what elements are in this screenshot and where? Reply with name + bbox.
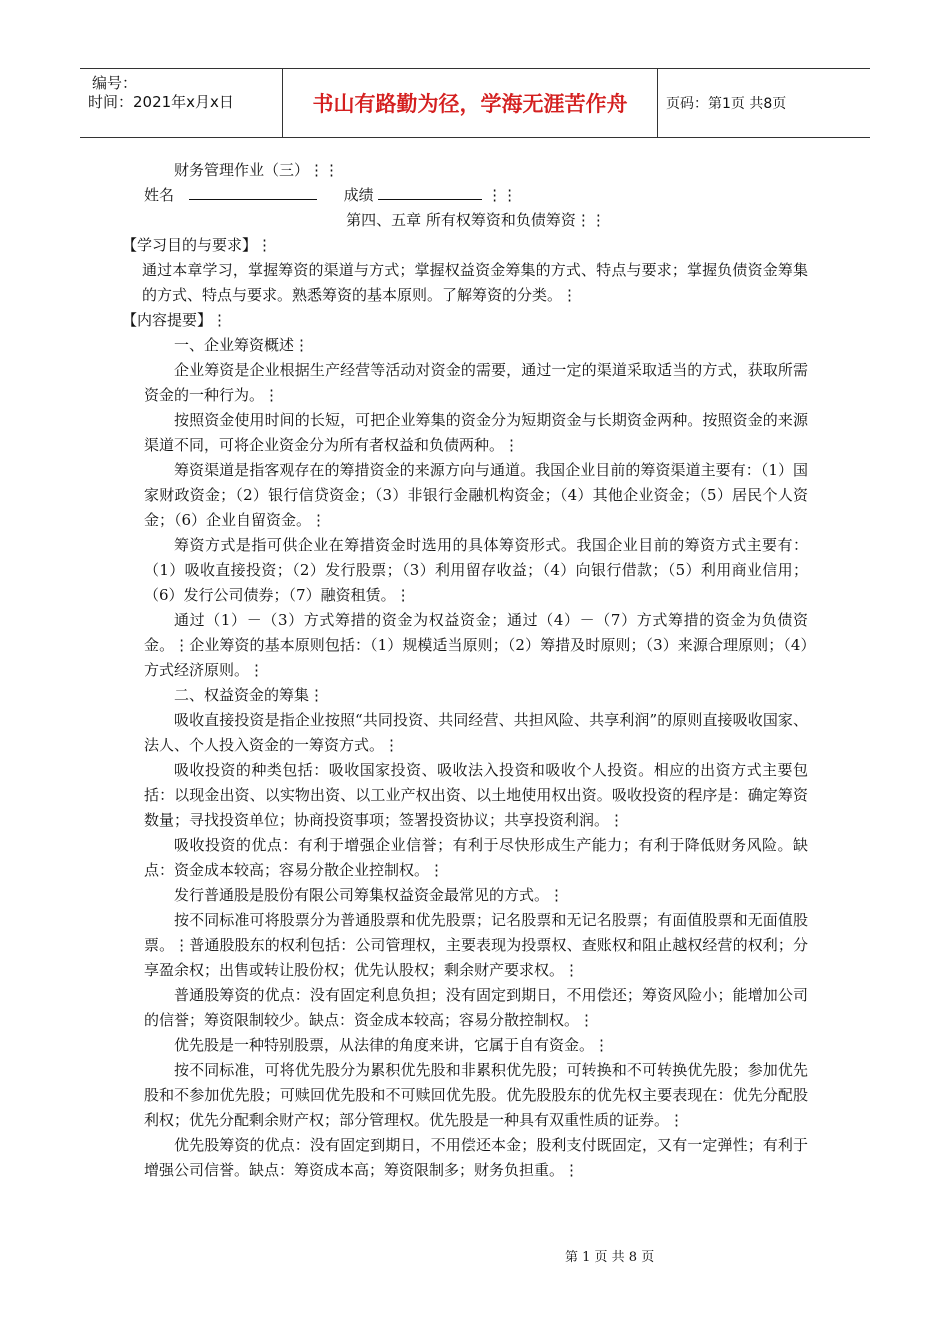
paragraph: 按不同标准，可将优先股分为累积优先股和非累积优先股；可转换和不可转换优先股；参加优先股和不参加优先股；可赎回优先股和不可赎回优先股。优先股股东的优先权主要表现在：优先分配股利权；优先分配剩余财产权；部分管理权。优先股是一种具有双重性质的证券。⋮ — [144, 1061, 808, 1129]
name-label: 姓名 — [144, 186, 175, 204]
paragraph: 吸收投资的种类包括：吸收国家投资、吸收法入投资和吸收个人投资。相应的出资方式主要包括：以现金出资、以实物出资、以工业产权出资、以土地使用权出资。吸收投资的程序是：确定筹资数量；寻找投资单位；协商投资事项；签署投资协议；共享投资利润。⋮ — [144, 761, 808, 829]
document-body — [122, 158, 808, 1183]
paragraph: 按不同标准可将股票分为普通股票和优先股票；记名股票和无记名股票；有面值股票和无面值股票。⋮普通股股东的权利包括：公司管理权，主要表现为投票权、查账权和阻止越权经营的权利；分享盈余权；出售或转让股份权；优先认股权；剩余财产要求权。⋮ — [144, 911, 808, 979]
section-heading: 二、权益资金的筹集⋮ — [174, 686, 325, 704]
goal-text: 通过本章学习，掌握筹资的渠道与方式；掌握权益资金筹集的方式、特点与要求；掌握负债资金筹集的方式、特点与要求。熟悉筹资的基本原则。了解筹资的分类。⋮ — [142, 261, 808, 304]
paragraph: 发行普通股是股份有限公司筹集权益资金最常见的方式。⋮ — [174, 886, 565, 904]
date-label: 时间：2021年x月x日 — [88, 93, 234, 111]
score-label: 成绩 — [343, 186, 374, 204]
goal-heading: 【学习目的与要求】⋮ — [122, 236, 273, 254]
paragraph: 按照资金使用时间的长短，可把企业筹集的资金分为短期资金与长期资金两种。按照资金的来源渠道不同，可将企业资金分为所有者权益和负债两种。⋮ — [144, 411, 808, 454]
paragraph: 筹资渠道是指客观存在的筹措资金的来源方向与通道。我国企业目前的筹资渠道主要有：（1）国家财政资金；（2）银行信贷资金；（3）非银行金融机构资金；（4）其他企业资金；（5）居民个人资金；（6）企业自留资金。⋮ — [144, 461, 808, 529]
header-meta — [80, 69, 283, 137]
doc-title: 财务管理作业（三）⋮⋮ — [174, 161, 340, 179]
paragraph: 普通股筹资的优点：没有固定利息负担；没有固定到期日，不用偿还；筹资风险小；能增加公司的信誉；筹资限制较少。缺点：资金成本较高；容易分散控制权。⋮ — [144, 986, 808, 1029]
chapter-heading: 第四、五章 所有权筹资和负债筹资⋮⋮ — [346, 211, 606, 229]
number-label: 编号： — [92, 74, 138, 92]
paragraph: 筹资方式是指可供企业在筹措资金时选用的具体筹资形式。我国企业目前的筹资方式主要有：（1）吸收直接投资；（2）发行股票；（3）利用留存收益；（4）向银行借款；（5）利用商业信用；（6）发行公司债券；（7）融资租赁。⋮ — [144, 536, 808, 604]
paragraph: 优先股是一种特别股票，从法律的角度来讲，它属于自有资金。⋮ — [174, 1036, 610, 1054]
paragraph: 企业筹资是企业根据生产经营等活动对资金的需要，通过一定的渠道采取适当的方式，获取所需资金的一种行为。⋮ — [144, 361, 808, 404]
header-motto: 书山有路勤为径，学海无涯苦作舟 — [283, 69, 658, 137]
paragraph: 吸收投资的优点：有利于增强企业信誉；有利于尽快形成生产能力；有利于降低财务风险。缺点：资金成本较高；容易分散企业控制权。⋮ — [144, 836, 808, 879]
score-suffix: ⋮⋮ — [487, 186, 518, 204]
page-footer: 第 1 页 共 8 页 — [565, 1250, 655, 1265]
content-heading: 【内容提要】⋮ — [122, 311, 228, 329]
paragraph: 通过（1）－（3）方式筹措的资金为权益资金；通过（4）－（7）方式筹措的资金为负债资金。⋮企业筹资的基本原则包括：（1）规模适当原则；（2）筹措及时原则；（3）来源合理原则；（4）方式经济原则。⋮ — [144, 611, 808, 679]
header-page-info: 页码：第1页 共8页 — [666, 96, 787, 112]
score-blank — [378, 183, 482, 200]
name-score-row — [144, 183, 808, 208]
paragraph: 吸收直接投资是指企业按照“共同投资、共同经营、共担风险、共享利润”的原则直接吸收国家、法人、个人投入资金的一筹资方式。⋮ — [144, 711, 808, 754]
name-blank — [189, 183, 317, 200]
paragraph: 优先股筹资的优点：没有固定到期日，不用偿还本金；股利支付既固定，又有一定弹性；有利于增强公司信誉。缺点：筹资成本高；筹资限制多；财务负担重。⋮ — [144, 1136, 808, 1179]
section-heading: 一、企业筹资概述⋮ — [174, 336, 310, 354]
page-header — [80, 68, 870, 138]
